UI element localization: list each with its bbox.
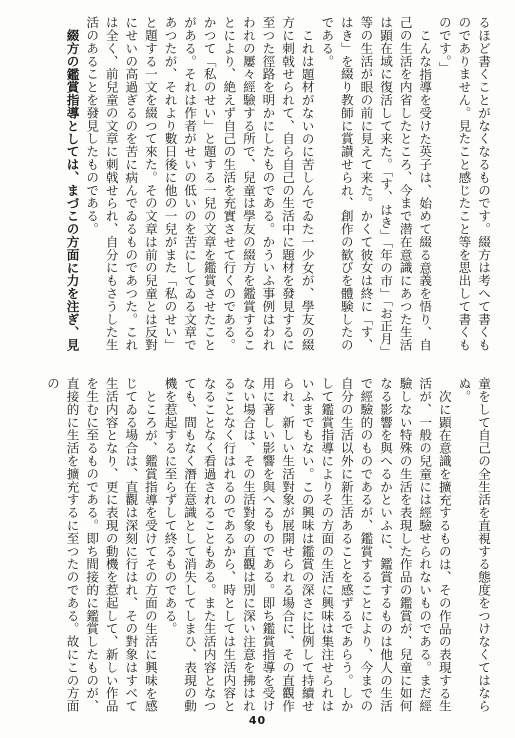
upper-continuation: るほど書くことがなくなるものです。綴方は考へて書くものでありません。見たこと感じたこと等を思出して書くものです。」 [436, 16, 491, 352]
lower-paragraph-2: ところが、鑑賞指導を受けてその方面の生活に興味を感じてゐる場合は、直觀は深刻に行はれ、その對象はすべて生活内容となり、更に表現の動機を惹起して、新しい作品を生むに至るものである。即ち間接的に鑑賞したものが、直接的に生活を擴充するに至つたのである。故にこの方面の [44, 377, 158, 713]
lower-text-column [33, 377, 493, 713]
upper-text-column [33, 16, 493, 352]
upper-heading-paragraph: 綴方の鑑賞指導としては、まづこの方面に力を注ぎ、見 [64, 28, 80, 352]
lower-paragraph-1: 次に顕在意識を擴充するものは、その作品の表現する生活が、一般の兒童には經驗せられないものである。まだ經驗しない特殊の生活を表現した作品の鑑賞が、兒童に如何なる影響を與へるかといふに、鑑賞するものは他人の生活で經驗的のものであるが、鑑賞することにより、今までの自分の生活以外に新生活あることを感ずるであらう。しかして鑑賞指導によりその方面の生活に興味は集注せられはいふまでもない。この興味は鑑賞の深さに比例して持續せられ、新しい生活對象が展開せられる場合に、その直觀作用に著しい影響を與へるものである。即ち鑑賞指導を受けない場合は、その生活對象の直觀は別に深い注意を拂はれることなく行はれるのであるから、時としては生活内容となることなく看過されることもある。また生活内容となつても、間もなく潛在意識として消失してしまひ、表現の動機を惹起するに至らずして終るものである。 [162, 377, 452, 713]
page-number: 40 [248, 714, 267, 727]
lower-continuation: 童をして自己の全生活を直視する態度をつけなくてはならぬ。 [456, 377, 491, 713]
upper-paragraph-2: これは題材がないのに苦しんでゐた一少女が、學友の綴方に刺戟せられて、自ら自己の生活中に題材を發見するに至つた徑路を明かにしたものである。かういふ事例はわれわれの屢々經驗する所で、兒童は學友の綴方を鑑賞することにより、絶えず自己の生活を充實させて行くのである。かつて「私のせい」と題する一兒の文章を鑑賞させたことがある。それは作者がせいの低いのを苦にしてゐる文章であつたが、それより數日後に他の一兒がまた「私のせい」と題する一文を綴つて來た。その文章は前の兒童とは反對にせいの高過ぎるのを苦に病んでゐるものであつた。これは全く、前兒童の文章に刺戟せられ、自分にもさうした生活のあることを發見したものである。 [84, 16, 315, 352]
upper-paragraph-1: こんな指導を受けた英子は、始めて綴る意義を悟り、自己の生活を内省したところ、今まで潜在意識にあつた生活は顕在域に復活して来た。「す、はき」「年の市」「お正月」等の生活が眼の前に見えて来た。かくて彼女は終に「す、はき」を綴り教師に賞讃せられ、創作の歓びを體験したのである。 [319, 16, 433, 352]
